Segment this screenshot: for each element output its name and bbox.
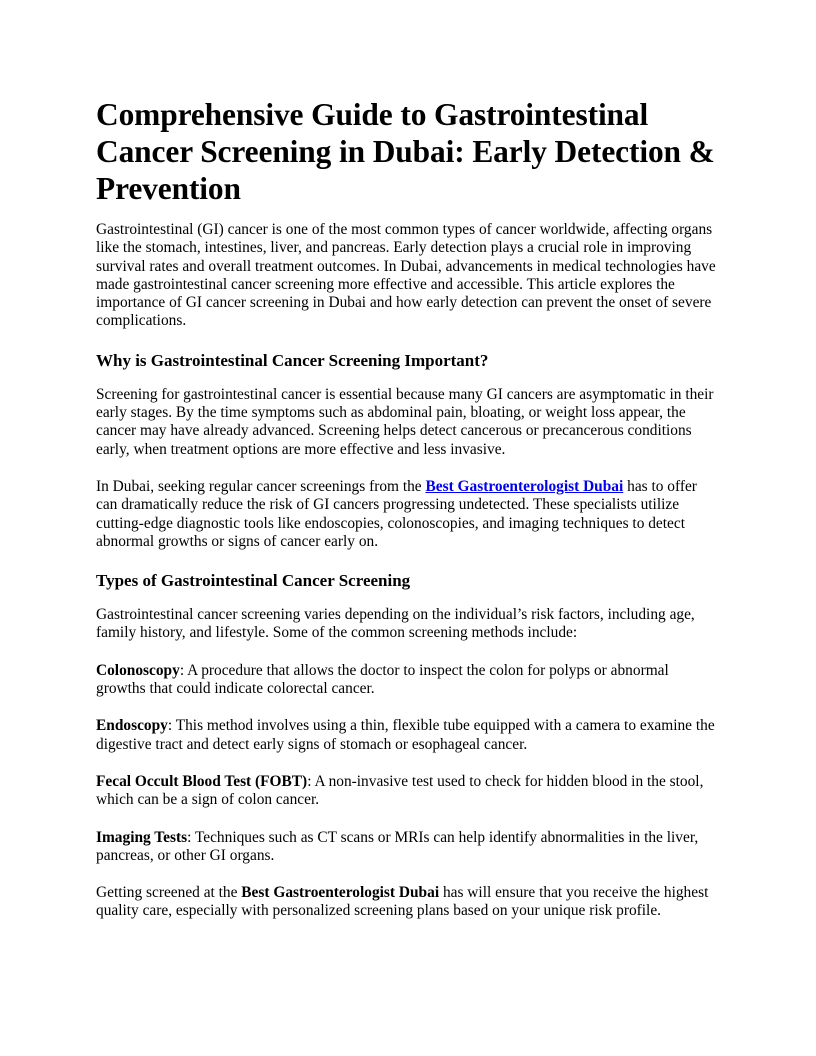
closing-end: has will ensure that you receive the highest quality care, especially with personalized screening plans based on your unique risk profile.: [96, 884, 709, 920]
importance-paragraph-2-end: has to offer can dramatically reduce the risk of GI cancers progressing undetected. These specialists utilize cutting-edge diagnostic tools like endoscopies, colonoscopies, and imaging techniques to detect abnormal growths or signs of cancer early on.: [96, 477, 697, 550]
importance-paragraph-1: Screening for gastrointestinal cancer is essential because many GI cancers are asymptomatic in their early stages. By the time symptoms such as abdominal pain, bloating, or weight loss appear, the cancer may have already advanced. Screening helps detect cancerous or precancerous conditions early, when treatment options are more effective and less invasive.: [96, 385, 714, 458]
importance-paragraph-2: [96, 478, 722, 551]
method-fobt: [96, 773, 722, 810]
method-description: : This method involves using a thin, flexible tube equipped with a camera to examine the digestive tract and detect early signs of stomach or esophageal cancer.: [96, 717, 715, 753]
best-gastroenterologist-link[interactable]: Best Gastroenterologist Dubai: [425, 477, 624, 495]
section-heading-types: Types of Gastrointestinal Cancer Screening: [96, 571, 411, 591]
method-endoscopy: [96, 717, 722, 754]
method-term: Colonoscopy: [96, 661, 180, 679]
method-description: : Techniques such as CT scans or MRIs can help identify abnormalities in the liver, pancreas, or other GI organs.: [96, 828, 699, 864]
document-page: [96, 96, 722, 940]
section-heading-importance: Why is Gastrointestinal Cancer Screening Important?: [96, 350, 489, 370]
closing-start: Getting screened at the: [96, 884, 242, 902]
closing-bold-term: Best Gastroenterologist Dubai: [241, 884, 440, 902]
method-description: : A non-invasive test used to check for hidden blood in the stool, which can be a sign of colon cancer.: [96, 772, 704, 809]
method-term: Imaging Tests: [96, 828, 188, 846]
method-colonoscopy: [96, 662, 722, 699]
method-description: : A procedure that allows the doctor to inspect the colon for polyps or abnormal growths that could indicate colorectal cancer.: [96, 661, 669, 698]
intro-paragraph: Gastrointestinal (GI) cancer is one of the most common types of cancer worldwide, affecting organs like the stomach, intestines, liver, and pancreas. Early detection plays a crucial role in improving survival rates and overall treatment outcomes. In Dubai, advancements in medical technologies have made gastrointestinal cancer screening more effective and accessible. This article explores the importance of GI cancer screening in Dubai and how early detection can prevent the onset of severe complications.: [96, 221, 716, 330]
page-title: Comprehensive Guide to Gastrointestinal Cancer Screening in Dubai: Early Detection & Prevention: [96, 97, 715, 206]
types-intro-paragraph: Gastrointestinal cancer screening varies depending on the individual’s risk factors, including age, family history, and lifestyle. Some of the common screening methods include:: [96, 606, 695, 642]
importance-paragraph-2-start: In Dubai, seeking regular cancer screenings from the: [96, 477, 426, 495]
method-imaging-tests: [96, 829, 722, 866]
method-term: Endoscopy: [96, 717, 168, 735]
closing-paragraph: [96, 884, 722, 921]
method-term: Fecal Occult Blood Test (FOBT): [96, 772, 308, 790]
